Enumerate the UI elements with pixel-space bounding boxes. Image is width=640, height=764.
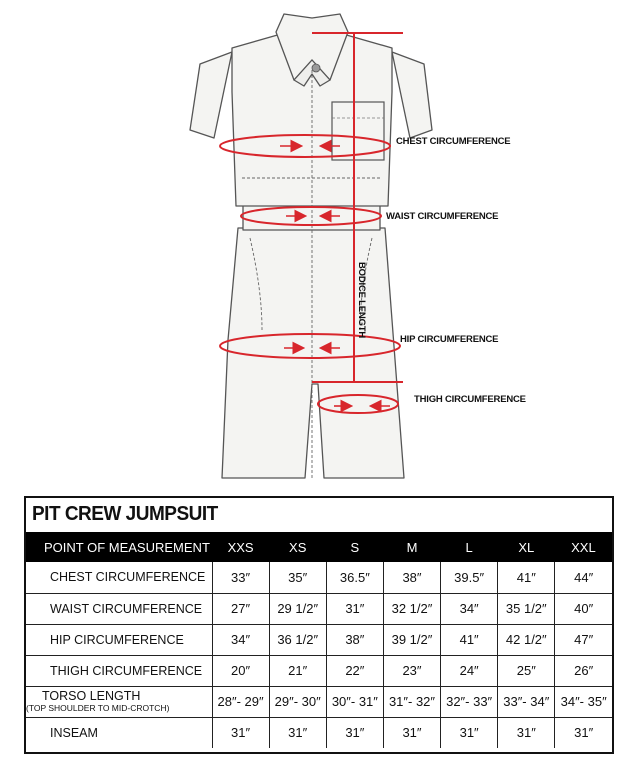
measurement-value: 31″ — [212, 717, 269, 748]
measurement-value: 21″ — [269, 655, 326, 686]
measurement-value: 25″ — [498, 655, 555, 686]
measurement-value: 39 1/2″ — [383, 624, 440, 655]
size-header: M — [406, 539, 418, 555]
point-of-measurement-header: POINT OF MEASUREMENT — [44, 539, 210, 555]
table-row — [26, 655, 612, 686]
table-row — [26, 562, 612, 593]
chest-circumference-callout: CHEST CIRCUMFERENCE — [396, 136, 511, 147]
measurement-value: 32 1/2″ — [383, 593, 440, 624]
measurement-value: 31″- 32″ — [383, 686, 440, 717]
measurement-value: 32″- 33″ — [441, 686, 498, 717]
measurement-value: 27″ — [212, 593, 269, 624]
table-row — [26, 624, 612, 655]
measurement-value: 31″ — [441, 717, 498, 748]
size-header: S — [350, 539, 360, 555]
measurement-name: WAIST CIRCUMFERENCE — [50, 601, 203, 616]
measurement-label — [26, 686, 212, 717]
table-row — [26, 686, 612, 717]
measurement-note: (TOP SHOULDER TO MID-CROTCH) — [26, 703, 170, 713]
measurement-name: THIGH CIRCUMFERENCE — [50, 663, 203, 678]
measurement-value: 44″ — [555, 562, 612, 593]
measurement-name: CHEST CIRCUMFERENCE — [50, 570, 206, 585]
size-header: XXS — [227, 539, 254, 555]
size-chart — [24, 496, 614, 754]
measurement-value: 31″ — [269, 717, 326, 748]
size-chart-table — [26, 532, 612, 748]
measurement-label — [26, 717, 212, 748]
measurement-value: 34″- 35″ — [555, 686, 612, 717]
size-header: XXL — [571, 539, 596, 555]
measurement-value: 28″- 29″ — [212, 686, 269, 717]
measurement-name: INSEAM — [50, 725, 98, 740]
table-row — [26, 593, 612, 624]
measurement-value: 34″ — [441, 593, 498, 624]
jumpsuit-illustration — [190, 14, 432, 478]
size-header: XS — [289, 539, 307, 555]
bodice-length-callout: BODICE LENGTH — [356, 262, 367, 339]
measurement-value: 26″ — [555, 655, 612, 686]
measurement-value: 23″ — [383, 655, 440, 686]
measurement-value: 39.5″ — [441, 562, 498, 593]
table-row — [26, 717, 612, 748]
measurement-value: 34″ — [212, 624, 269, 655]
measurement-label — [26, 593, 212, 624]
measurement-value: 38″ — [326, 624, 383, 655]
measurement-value: 35″ — [269, 562, 326, 593]
measurement-label — [26, 655, 212, 686]
measurement-value: 41″ — [441, 624, 498, 655]
measurement-value: 24″ — [441, 655, 498, 686]
measurement-value: 29″- 30″ — [269, 686, 326, 717]
measurement-value: 31″ — [326, 593, 383, 624]
measurement-value: 31″ — [498, 717, 555, 748]
measurement-value: 29 1/2″ — [269, 593, 326, 624]
measurement-value: 30″- 31″ — [326, 686, 383, 717]
measurement-label — [26, 562, 212, 593]
measurement-value: 36.5″ — [326, 562, 383, 593]
measurement-value: 35 1/2″ — [498, 593, 555, 624]
measurement-value: 40″ — [555, 593, 612, 624]
hip-circumference-callout: HIP CIRCUMFERENCE — [400, 334, 499, 345]
measurement-value: 31″ — [383, 717, 440, 748]
measurement-name: HIP CIRCUMFERENCE — [50, 632, 184, 647]
measurement-value: 22″ — [326, 655, 383, 686]
measurement-value: 20″ — [212, 655, 269, 686]
measurement-value: 33″ — [212, 562, 269, 593]
measurement-value: 38″ — [383, 562, 440, 593]
thigh-circumference-callout: THIGH CIRCUMFERENCE — [414, 394, 526, 405]
measurement-value: 31″ — [326, 717, 383, 748]
waist-circumference-callout: WAIST CIRCUMFERENCE — [386, 211, 499, 222]
measurement-value: 47″ — [555, 624, 612, 655]
size-chart-title: PIT CREW JUMPSUIT — [32, 503, 218, 526]
measurement-value: 41″ — [498, 562, 555, 593]
size-header: L — [465, 539, 473, 555]
size-header: XL — [518, 539, 535, 555]
size-header-row — [26, 532, 612, 562]
measurement-label — [26, 624, 212, 655]
measurement-value: 33″- 34″ — [498, 686, 555, 717]
measurement-value: 42 1/2″ — [498, 624, 555, 655]
measurement-name: TORSO LENGTH — [42, 689, 141, 703]
measurement-value: 36 1/2″ — [269, 624, 326, 655]
measurement-value: 31″ — [555, 717, 612, 748]
